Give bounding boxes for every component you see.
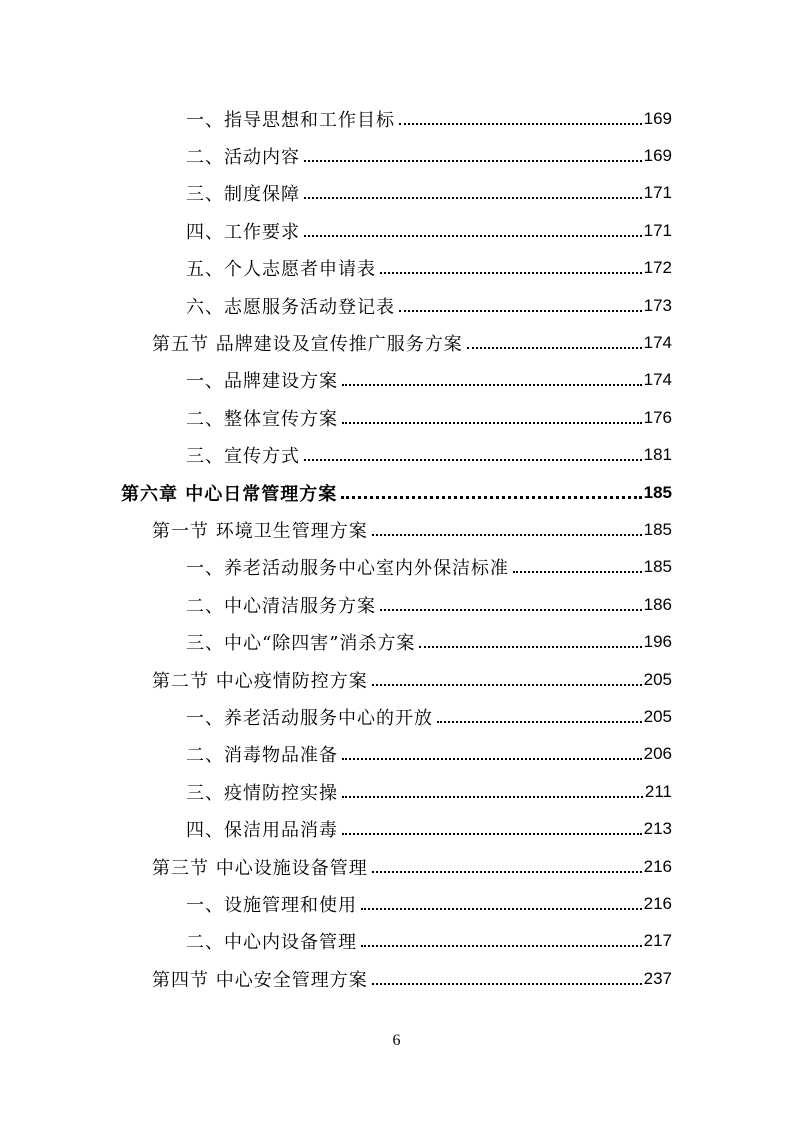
toc-section-entry[interactable] [0,661,793,698]
toc-entry-title: 二、中心内设备管理 [186,932,357,954]
toc-dot-leader [342,758,642,760]
toc-subsection-entry[interactable] [0,437,793,474]
toc-dot-leader [361,945,642,947]
page-number: 6 [392,1032,401,1049]
toc-subsection-entry[interactable] [0,623,793,660]
toc-dot-leader [380,609,642,611]
toc-entry-page-number: 206 [643,744,672,764]
toc-entry-title: 第四节 中心安全管理方案 [152,969,368,991]
toc-entry-page-number: 185 [643,482,672,502]
toc-entry-title: 四、工作要求 [186,221,300,243]
toc-subsection-entry[interactable] [0,137,793,174]
toc-dot-leader [380,272,642,274]
toc-subsection-entry[interactable] [0,586,793,623]
toc-subsection-entry[interactable] [0,362,793,399]
toc-dot-leader [437,721,642,723]
toc-entry-title: 二、中心清洁服务方案 [186,595,376,617]
toc-entry-title: 第六章 中心日常管理方案 [121,483,338,505]
toc-entry-page-number: 205 [643,669,672,689]
toc-entry-page-number: 171 [643,183,672,203]
toc-subsection-entry[interactable] [0,736,793,773]
toc-dot-leader [513,571,642,573]
toc-entry-page-number: 217 [643,931,672,951]
toc-dot-leader [361,908,642,910]
toc-entry-page-number: 211 [644,781,672,801]
toc-dot-leader [304,235,642,237]
toc-entry-title: 第二节 中心疫情防控方案 [152,670,368,692]
toc-entry-title: 六、志愿服务活动登记表 [186,296,395,318]
toc-section-entry[interactable] [0,848,793,885]
toc-entry-page-number: 172 [643,258,672,278]
toc-entry-title: 第三节 中心设施设备管理 [152,857,368,879]
toc-section-entry[interactable] [0,511,793,548]
toc-dot-leader [304,197,642,199]
toc-dot-leader [372,983,642,985]
toc-entry-page-number: 237 [643,968,672,988]
toc-entry-title: 第五节 品牌建设及宣传推广服务方案 [152,334,463,356]
toc-subsection-entry[interactable] [0,885,793,922]
toc-subsection-entry[interactable] [0,250,793,287]
toc-section-entry[interactable] [0,960,793,997]
toc-entry-page-number: 185 [643,519,672,539]
toc-dot-leader [372,684,642,686]
toc-entry-title: 三、制度保障 [186,184,300,206]
toc-entry-title: 四、保洁用品消毒 [186,820,338,842]
toc-entry-title: 三、宣传方式 [186,446,300,468]
toc-dot-leader [467,347,642,349]
toc-subsection-entry[interactable] [0,399,793,436]
toc-entry-title: 二、活动内容 [186,147,300,169]
toc-entry-page-number: 213 [643,819,672,839]
toc-entry-title: 三、疫情防控实操 [186,782,338,804]
toc-entry-page-number: 186 [643,594,672,614]
toc-subsection-entry[interactable] [0,923,793,960]
toc-dot-leader [304,160,642,162]
toc-entry-page-number: 196 [643,632,672,652]
toc-entry-title: 五、个人志愿者申请表 [186,259,376,281]
toc-entry-page-number: 205 [643,706,672,726]
toc-dot-leader [372,534,642,536]
toc-entry-page-number: 169 [643,108,672,128]
toc-entry-page-number: 174 [643,370,672,390]
toc-dot-leader [342,796,643,798]
toc-entry-title: 一、品牌建设方案 [186,371,338,393]
toc-entry-title: 三、中心“除四害”消杀方案 [186,633,416,655]
toc-entry-page-number: 173 [643,295,672,315]
toc-dot-leader [372,871,642,873]
toc-entry-title: 一、设施管理和使用 [186,894,357,916]
toc-entry-page-number: 181 [643,445,672,465]
toc-entry-page-number: 169 [643,146,672,166]
toc-entry-page-number: 176 [643,407,672,427]
toc-chapter-entry[interactable] [0,474,793,511]
toc-subsection-entry[interactable] [0,773,793,810]
toc-entry-title: 第一节 环境卫生管理方案 [152,520,368,542]
toc-section-entry[interactable] [0,324,793,361]
toc-subsection-entry[interactable] [0,175,793,212]
toc-subsection-entry[interactable] [0,212,793,249]
toc-dot-leader [342,384,642,386]
toc-entry-page-number: 174 [643,333,672,353]
toc-dot-leader [399,310,642,312]
toc-subsection-entry[interactable] [0,100,793,137]
toc-entry-page-number: 185 [643,557,672,577]
toc-subsection-entry[interactable] [0,287,793,324]
toc-entry-title: 二、消毒物品准备 [186,745,338,767]
toc-entry-page-number: 171 [643,220,672,240]
toc-dot-leader [419,646,641,648]
toc-subsection-entry[interactable] [0,549,793,586]
toc-entry-page-number: 216 [643,856,672,876]
toc-entry-page-number: 216 [643,893,672,913]
toc-dot-leader [399,123,642,125]
toc-entry-title: 一、养老活动服务中心的开放 [186,707,433,729]
toc-dot-leader [304,459,642,461]
toc-dot-leader [341,496,641,499]
toc-entry-title: 二、整体宣传方案 [186,408,338,430]
table-of-contents [0,100,793,997]
toc-subsection-entry[interactable] [0,810,793,847]
toc-entry-title: 一、指导思想和工作目标 [186,109,395,131]
toc-dot-leader [342,833,642,835]
toc-subsection-entry[interactable] [0,698,793,735]
toc-entry-title: 一、养老活动服务中心室内外保洁标准 [186,558,509,580]
toc-dot-leader [342,422,642,424]
